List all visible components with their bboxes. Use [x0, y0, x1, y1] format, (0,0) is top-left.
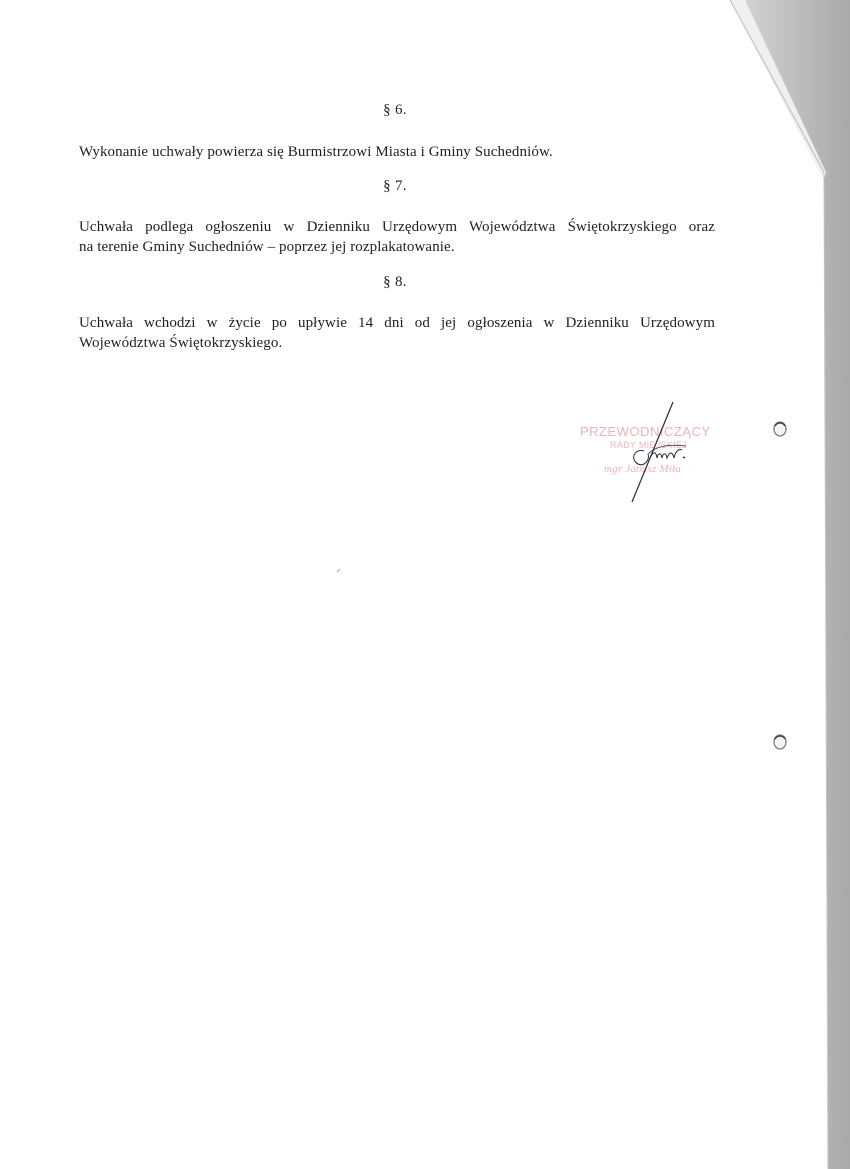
scan-speck	[336, 567, 342, 573]
section-7-line-2: na terenie Gminy Suchedniów – poprzez jej rozplakatowanie.	[79, 239, 455, 255]
punch-hole-icon	[773, 421, 787, 437]
punch-hole-icon	[773, 734, 787, 750]
stamp-name: mgr Janusz Miła	[604, 463, 681, 475]
section-7-text	[79, 217, 715, 257]
section-8-sign: § 8.	[383, 274, 407, 290]
section-8-line-2: Województwa Świętokrzyskiego.	[79, 335, 283, 351]
stamp-title: PRZEWODNICZĄCY	[580, 424, 711, 439]
section-8-text	[79, 313, 715, 353]
section-6-text	[79, 142, 715, 162]
section-7-line-1: Uchwała podlega ogłoszeniu w Dzienniku Urzędowym Województwa Świętokrzyskiego oraz	[79, 219, 715, 235]
handwritten-signature	[600, 398, 720, 508]
section-7-sign: § 7.	[383, 178, 407, 194]
section-6-line-1: Wykonanie uchwały powierza się Burmistrzowi Miasta i Gminy Suchedniów.	[79, 144, 553, 160]
section-8-line-1: Uchwała wchodzi w życie po upływie 14 dni od jej ogłoszenia w Dzienniku Urzędowym	[79, 315, 715, 331]
stamp-subtitle: RADY MIEJSKIEJ	[610, 440, 688, 450]
section-6-sign: § 6.	[383, 102, 407, 118]
